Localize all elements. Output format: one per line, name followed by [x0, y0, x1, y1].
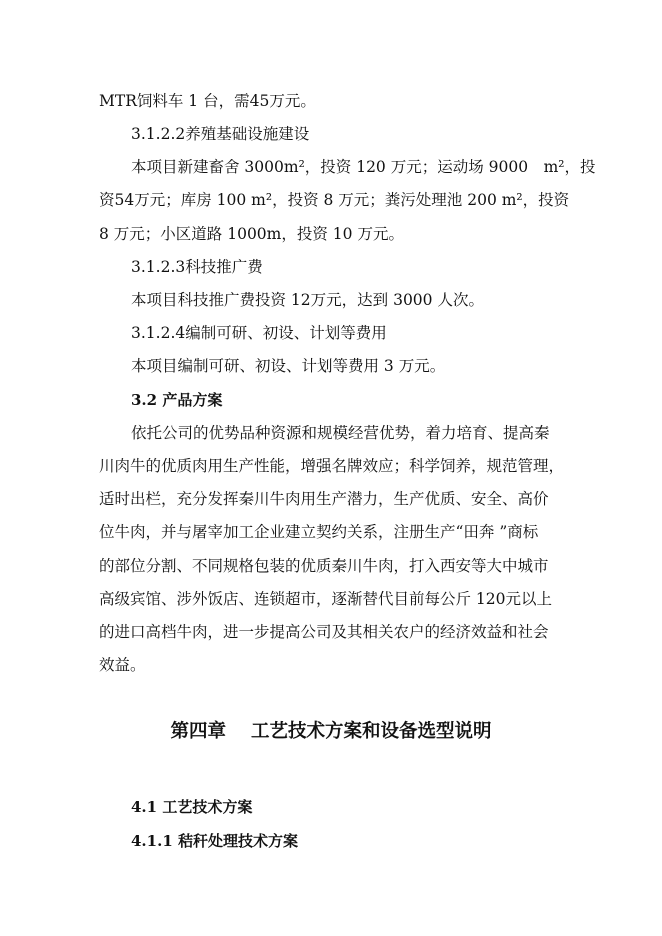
paragraph-line: 的部位分割、不同规格包装的优质秦川牛肉，打入西安等大中城市	[99, 557, 549, 575]
section-heading-4-1: 4.1 工艺技术方案	[131, 798, 253, 816]
section-heading-3-2: 3.2 产品方案	[131, 391, 223, 409]
subsection-heading-3-1-2-2: 3.1.2.2养殖基础设施建设	[131, 125, 310, 143]
paragraph-line: 适时出栏，充分发挥秦川牛肉用生产潜力，生产优质、安全、高价	[99, 490, 549, 508]
section-heading-4-1-1: 4.1.1 秸秆处理技术方案	[131, 832, 298, 850]
paragraph-line: 位牛肉，并与屠宰加工企业建立契约关系，注册生产“田奔 ”商标	[99, 523, 539, 541]
chapter-title: 第四章 工艺技术方案和设备选型说明	[170, 721, 492, 742]
paragraph-line: 8 万元；小区道路 1000m，投资 10 万元。	[99, 225, 404, 243]
paragraph-line: 本项目新建畜舍 3000m²，投资 120 万元；运动场 9000 m²，投	[131, 158, 596, 176]
paragraph-line: 资54万元；库房 100 m²，投资 8 万元；粪污处理池 200 m²，投资	[99, 191, 570, 209]
paragraph-line: 依托公司的优势品种资源和规模经营优势，着力培育、提高秦	[131, 424, 550, 442]
paragraph-line: 本项目编制可研、初设、计划等费用 3 万元。	[131, 357, 446, 375]
text-line-mtr-feed-truck: MTR饲料车 1 台，需45万元。	[99, 92, 316, 110]
paragraph-line: 川肉牛的优质肉用生产性能，增强名牌效应；科学饲养，规范管理，	[99, 457, 565, 475]
subsection-heading-3-1-2-4: 3.1.2.4编制可研、初设、计划等费用	[131, 324, 387, 342]
paragraph-line: 的进口高档牛肉，进一步提高公司及其相关农户的经济效益和社会	[99, 623, 549, 641]
paragraph-line: 高级宾馆、涉外饭店、连锁超市，逐渐替代目前每公斤 120元以上	[99, 590, 553, 608]
subsection-heading-3-1-2-3: 3.1.2.3科技推广费	[131, 258, 263, 276]
paragraph-line: 效益。	[99, 656, 146, 674]
paragraph-line: 本项目科技推广费投资 12万元，达到 3000 人次。	[131, 291, 484, 309]
